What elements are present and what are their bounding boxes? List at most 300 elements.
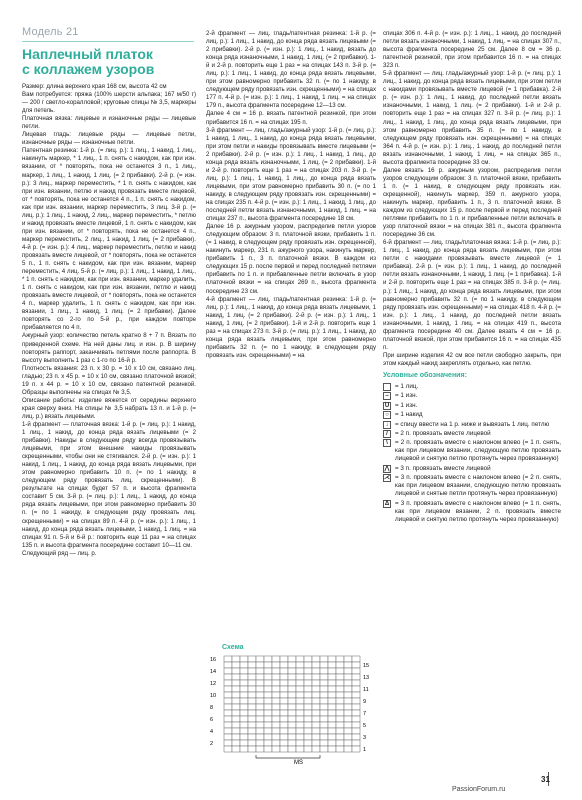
chart-cell <box>256 716 264 722</box>
chart-cell <box>328 680 336 686</box>
chart-cell <box>232 686 240 692</box>
chart-cell <box>328 698 336 704</box>
chart-cell <box>336 668 344 674</box>
chart-cell <box>272 746 280 752</box>
chart-cell <box>336 740 344 746</box>
chart-cell <box>256 746 264 752</box>
chart-cell <box>304 674 312 680</box>
chart-cell <box>344 728 352 734</box>
chart-cell <box>336 704 344 710</box>
chart-cell <box>232 698 240 704</box>
chart-cell <box>320 722 328 728</box>
chart-cell <box>248 734 256 740</box>
row-number-left: 4 <box>210 729 214 735</box>
chart-cell <box>232 716 240 722</box>
chart-cell <box>280 704 288 710</box>
legend-symbol-icon: / <box>383 430 391 438</box>
chart-cell <box>336 716 344 722</box>
paragraph: Далее вязать 16 р. ажурным узором, распределив петли узоров следующим образом: 3 п. платочной вязки, прибавить 1 п. (= 1 накид, в следующем ряду провязать изн. скрещенной), накинуть маркер, 359 п. ажурного узора, накинуть маркер, прибавить 1 п., 3 п. платочной вязки. В каждом из следующих 15 р. после первой и перед последней петлями прибавить по 1 п. и прибавленные петли включать в узор платочной вязки = на спицах 381 п., высота фрагмента посередине 36 см. <box>383 166 561 239</box>
chart-cell <box>256 704 264 710</box>
chart-cell <box>312 716 320 722</box>
chart-cell <box>320 710 328 716</box>
chart-cell <box>256 740 264 746</box>
chart-cell <box>224 668 232 674</box>
chart-cell <box>296 668 304 674</box>
chart-cell <box>224 704 232 710</box>
chart-cell <box>312 674 320 680</box>
chart-cell <box>248 710 256 716</box>
chart-cell <box>336 692 344 698</box>
column-left <box>22 26 196 558</box>
chart-cell <box>224 734 232 740</box>
chart-cell <box>312 704 320 710</box>
chart-cell <box>352 686 360 692</box>
column-middle <box>206 30 376 360</box>
chart-cell <box>256 668 264 674</box>
chart-cell <box>232 728 240 734</box>
chart-cell <box>248 746 256 752</box>
chart-cell <box>272 722 280 728</box>
paragraph: Описание работы: изделие вяжется от середины верхнего края сверху вниз. На спицы № 3,5 набрать 13 п. и 1-й р. (= лиц. р.) вязать лицевыми. <box>22 396 196 420</box>
chart-cell <box>296 716 304 722</box>
chart-cell <box>288 674 296 680</box>
paragraph: Ажурный узор: количество петель кратно 8 + 7 п. Вязать по приведенной схеме. На ней даны лиц. и изн. р. В ширину повторять раппорт, заканчивать петлями после раппорта. В высоту выполнить 1 раз с 1-го по 16-й р. <box>22 332 196 364</box>
chart-cell <box>344 656 352 662</box>
chart-cell <box>256 722 264 728</box>
chart-cell <box>336 686 344 692</box>
chart-cell <box>224 716 232 722</box>
chart-cell <box>280 674 288 680</box>
chart-cell <box>280 734 288 740</box>
chart-cell <box>240 728 248 734</box>
chart-cell <box>320 746 328 752</box>
chart-cell <box>328 716 336 722</box>
paragraph: Размер: длина верхнего края 168 см, высота 42 см <box>22 83 167 90</box>
chart-cell <box>352 662 360 668</box>
chart-cell <box>280 656 288 662</box>
chart-cell <box>304 722 312 728</box>
chart-cell <box>224 722 232 728</box>
legend-text: = 3 п. провязать вместе лицевой <box>395 464 491 472</box>
chart-cell <box>352 692 360 698</box>
page-title: Наплечный платок с коллажем узоров <box>22 46 155 77</box>
chart-cell <box>320 740 328 746</box>
chart-cell <box>304 734 312 740</box>
legend-text: = 2 п. провязать вместе лицевой <box>395 429 491 437</box>
chart-cell <box>320 692 328 698</box>
chart-cell <box>352 674 360 680</box>
chart-cell <box>304 662 312 668</box>
chart-cell <box>320 716 328 722</box>
ms-label: MS <box>294 760 303 766</box>
legend-symbol-icon: ⋀ <box>384 465 390 472</box>
chart-cell <box>280 722 288 728</box>
chart-cell <box>336 722 344 728</box>
chart-cell <box>248 668 256 674</box>
chart-cell <box>288 686 296 692</box>
chart-cell <box>256 662 264 668</box>
chart-cell <box>320 668 328 674</box>
legend-item <box>383 411 561 419</box>
chart-cell <box>312 680 320 686</box>
chart-cell <box>344 716 352 722</box>
chart-cell <box>296 734 304 740</box>
legend-item <box>383 474 561 498</box>
chart-cell <box>288 698 296 704</box>
chart-cell <box>224 746 232 752</box>
site-watermark: PassionForum.ru <box>452 786 506 793</box>
paragraph: Далее 16 р. ажурным узором, распределив петли узоров следующим образом: 3 п. платочной вязки, прибавить 1 п. (= 1 накид, в следующем ряду провязать изн. скрещенной), накинуть маркер, 231 п. ажурного узора, накинуть маркер, прибавить 1 п., 3 п. платочной вязки. В каждом из следующих 15 р. после первой и перед последней петлями прибавить по 1 п. и прибавленные петли включать в узор платочной вязки = на спицах 269 п., высота фрагмента посередине 23 см. <box>206 223 376 295</box>
chart-cell <box>344 680 352 686</box>
chart-cell <box>264 728 272 734</box>
paragraph: 5-й фрагмент — лиц. гладь/ажурный узор: 1-й р. (= лиц. р.): 1 лиц., 1 накид, до конца ряда вязать лицевыми, при этом петли с накидами провязывать вместе лицевой (= 1 прибавка). 2-й р. (= изн. р.): 1 лиц., 1 накид, до последней петли вязать изнаночными, 1 накид, 1 лиц. (= 2 прибавки). 1-й и 2-й р. повторить еще 1 раз = на спицах 327 п. 3-й р. (= лиц. р.): 1 лиц., 1 накид, 1 лиц., до конца ряда вязать лицевыми, при этом равномерно прибавить 35 п. (= по 1 накиду, в следующем ряду провязать изн. скрещенными) = на спицах 364 п. 4-й р. (= изн. р.): 1 лиц., 1 накид, до последней петли вязать изнаночными, 1 накид, 1 лиц. = на спицах 365 п., высота фрагмента посередине 33 см. <box>383 70 561 166</box>
paragraph: Следующий ряд — лиц. р. <box>22 549 97 557</box>
paragraph: спицах 306 п. 4-й р. (= изн. р.): 1 лиц., 1 накид, до последней петли вязать изнаночными, 1 накид, 1 лиц. = на спицах 307 п., высота фрагмента посередине 25 см. Далее 8 см = 36 р. патентной резинкой, при этом прибавится 16 п. = на спицах 323 п. <box>383 30 561 70</box>
chart-cell <box>312 746 320 752</box>
legend <box>383 383 561 524</box>
chart-cell <box>312 692 320 698</box>
legend-text: = спицу ввести на 1 р. ниже и вывязать 1 лиц. петлю <box>395 420 550 428</box>
row-number-left: 6 <box>210 717 214 723</box>
chart-cell <box>328 722 336 728</box>
chart-cell <box>336 662 344 668</box>
chart-cell <box>304 680 312 686</box>
chart-cell <box>272 740 280 746</box>
chart-cell <box>312 698 320 704</box>
chart-cell <box>328 656 336 662</box>
paragraph: 1-й фрагмент — платочная вязка: 1-й р. (= лиц. р.): 1 накид, 1 лиц., 1 накид, до конца ряда вязать лицевыми (= 2 прибавки). Накиды в следующем ряду всегда провязывать лицевыми, при этом внешние накиды провязывать скрещенными, чтобы они не стягивался. 2-й р. (= изн. р.): 1 накид, 1 лиц., 1 накид, до конца ряда вязать лицевыми, при этом равномерно прибавить 10 п. (= по 1 накиду, в следующем ряду провязать лиц. скрещенными). В результате на спицах будет 57 п. и высота фрагмента составит 5 см. 3-й р. (= лиц. р.): 1 лиц., 1 накид, до конца ряда вязать лицевыми, при этом равномерно прибавить 30 п. (= по 1 накиду, в следующем ряду провязать лиц. скрещенными) = на спицах 89 п. 4-й р. (= изн. р.): 1 лиц., 1 накид, до конца ряда вязать лицевыми, 1 накид, 1 лиц. = на спицах 91 п. 5-й и 6-й р.: повторить еще 11 раз = на спицах 135 п. и высота фрагмента посередине составит 10—11 см. <box>22 420 196 549</box>
legend-item <box>383 500 561 524</box>
paragraph: При ширине изделия 42 см все петли свободно закрыть, при этом каждый накид закреплять отдельно, как петлю. <box>383 351 561 367</box>
chart-cell <box>264 662 272 668</box>
chart-cell <box>344 722 352 728</box>
legend-symbol-icon: Δ <box>384 500 390 507</box>
chart-cell <box>296 662 304 668</box>
legend-symbol-icon: ⋌ <box>384 475 390 482</box>
chart-cell <box>296 746 304 752</box>
chart-cell <box>280 698 288 704</box>
chart-cell <box>264 740 272 746</box>
chart-cell <box>232 740 240 746</box>
chart-cell <box>296 710 304 716</box>
chart-cell <box>312 710 320 716</box>
chart-cell <box>256 710 264 716</box>
legend-item <box>383 402 561 410</box>
chart-cell <box>272 728 280 734</box>
chart-cell <box>288 656 296 662</box>
chart-cell <box>248 680 256 686</box>
chart-cell <box>320 728 328 734</box>
chart-cell <box>312 722 320 728</box>
legend-title: Условные обозначения: <box>383 371 467 379</box>
chart-cell <box>304 710 312 716</box>
divider <box>22 41 194 42</box>
chart-cell <box>224 674 232 680</box>
paragraph: Лицевая гладь: лицевые ряды — лицевые петли, изнаночные ряды — изнаночные петли. <box>22 131 196 147</box>
chart-cell <box>264 716 272 722</box>
chart-cell <box>344 668 352 674</box>
chart-cell <box>240 716 248 722</box>
chart-cell <box>280 716 288 722</box>
chart-cell <box>336 698 344 704</box>
row-number-right: 1 <box>363 747 367 753</box>
legend-symbol-icon <box>383 383 391 391</box>
chart-cell <box>312 656 320 662</box>
legend-text: = 3 п. провязать вместе с наклоном влево (= 1 п. снять, как при лицевом вязании, 2 п. провязать вместе лицевой и снятую петлю протянуть через провязанную) <box>395 499 561 523</box>
chart-cell <box>232 656 240 662</box>
paragraph: Плотность вязания: 23 п. х 30 р. = 10 х 10 см, связано лиц. гладью; 23 п. х 45 р. = 10 х 10 см, связано платочной вязкой; 19 п. х 44 р. = 10 х 10 см, связано патентной резинкой. Образцы выполнены на спицах № 3,5. <box>22 364 196 396</box>
chart-cell <box>240 692 248 698</box>
paragraph: Платочная вязка: лицевые и изнаночные ряды — лицевые петли. <box>22 115 196 131</box>
chart-cell <box>248 722 256 728</box>
chart-cell <box>336 746 344 752</box>
chart-cell <box>232 746 240 752</box>
chart-cell <box>352 668 360 674</box>
chart-cell <box>344 698 352 704</box>
chart-cell <box>248 674 256 680</box>
chart-cell <box>224 710 232 716</box>
legend-item <box>383 383 561 391</box>
chart-cell <box>224 662 232 668</box>
chart-cell <box>248 662 256 668</box>
chart-cell <box>336 728 344 734</box>
chart-cell <box>288 722 296 728</box>
chart-cell <box>248 716 256 722</box>
chart-cell <box>248 704 256 710</box>
chart-cell <box>296 728 304 734</box>
chart-cell <box>272 734 280 740</box>
chart-cell <box>272 710 280 716</box>
chart-cell <box>248 692 256 698</box>
chart-cell <box>352 740 360 746</box>
chart-cell <box>296 722 304 728</box>
chart-cell <box>240 698 248 704</box>
chart-cell <box>344 674 352 680</box>
chart-cell <box>232 710 240 716</box>
chart-cell <box>256 680 264 686</box>
legend-text: = 1 лиц. <box>395 383 419 391</box>
chart-cell <box>304 698 312 704</box>
chart-cell <box>288 704 296 710</box>
chart-cell <box>352 728 360 734</box>
chart-cell <box>328 704 336 710</box>
chart-cell <box>352 722 360 728</box>
chart-cell <box>240 668 248 674</box>
chart-cell <box>304 686 312 692</box>
chart-cell <box>280 686 288 692</box>
chart-cell <box>336 710 344 716</box>
chart-cell <box>272 662 280 668</box>
chart-cell <box>272 656 280 662</box>
chart-cell <box>272 686 280 692</box>
chart-cell <box>344 704 352 710</box>
chart-cell <box>240 746 248 752</box>
chart-cell <box>320 704 328 710</box>
chart-cell <box>328 686 336 692</box>
chart-cell <box>264 698 272 704</box>
chart-cell <box>352 704 360 710</box>
chart-cell <box>264 746 272 752</box>
chart-cell <box>232 722 240 728</box>
chart-cell <box>232 704 240 710</box>
chart-cell <box>328 740 336 746</box>
chart-cell <box>256 692 264 698</box>
chart-cell <box>288 710 296 716</box>
chart-cell <box>312 662 320 668</box>
chart-cell <box>240 704 248 710</box>
legend-text: = 2 п. провязать вместе с наклоном влево (= 1 п. снять, как при лицевом вязании, следующую петлю провязать лицевой и снятую петлю протянуть через провязанную) <box>395 439 561 463</box>
row-number-left: 16 <box>210 657 217 663</box>
chart-cell <box>264 722 272 728</box>
legend-item <box>383 439 561 463</box>
chart-cell <box>328 668 336 674</box>
chart-cell <box>320 656 328 662</box>
legend-text: = 1 накид <box>395 411 423 419</box>
chart-cell <box>328 734 336 740</box>
chart-cell <box>296 686 304 692</box>
chart-cell <box>336 734 344 740</box>
chart-cell <box>256 734 264 740</box>
chart-cell <box>352 656 360 662</box>
row-number-right: 9 <box>363 699 367 705</box>
chart-cell <box>280 668 288 674</box>
chart-cell <box>248 728 256 734</box>
legend-symbol-icon: U <box>384 402 390 409</box>
chart-cell <box>312 728 320 734</box>
legend-item <box>383 430 561 438</box>
paragraph: Вам потребуется: пряжа (100% шерсти альпака; 167 м/50 г) — 200 г светло-коралловой; круговые спицы № 3,5, маркеры для петель. <box>22 91 196 115</box>
chart-cell <box>312 668 320 674</box>
chart-cell <box>240 686 248 692</box>
chart-cell <box>272 668 280 674</box>
chart-cell <box>344 710 352 716</box>
paragraph: 6-й фрагмент — лиц. гладь/платочная вязка: 1-й р. (= лиц. р.): 1 лиц., 1 накид, до конца ряда вязать лицевыми, при этом петли с накидами провязывать вместе лицевой (= 1 прибавка). 2-й р. (= изн. р.): 1 лиц., 1 накид, до последней петли вязать изнаночными, 1 накид, 1 лиц. (= 1 прибавка). 1-й и 2-й р. повторить еще 1 раз = на спицах 385 п. 3-й р. (= лиц. р.): 1 лиц., 1 накид, до конца ряда вязать лицевыми, при этом равномерно прибавить 32 п. (= по 1 накиду, в следующем ряду провязать изн. скрещенными) = на спицах 418 п. 4-й р. (= изн. р.): 1 лиц., 1 накид, до последней петли вязать изнаночными, 1 накид, 1 лиц. = на спицах 419 п., высота фрагмента посередине 40 см. Далее вязать 4 см = 16 р. платочной вязкой, при этом прибавится 16 п. = на спицах 435 п. <box>383 239 561 351</box>
row-number-right: 13 <box>363 675 370 681</box>
chart-cell <box>304 668 312 674</box>
chart-cell <box>320 734 328 740</box>
chart-cell <box>280 710 288 716</box>
chart-cell <box>264 680 272 686</box>
chart-cell <box>264 656 272 662</box>
row-number-left: 14 <box>210 669 217 675</box>
legend-symbol-icon: ↓ <box>383 421 391 429</box>
chart-cell <box>264 674 272 680</box>
chart-cell <box>232 680 240 686</box>
chart-cell <box>288 746 296 752</box>
legend-text: = 3 п. провязать вместе с наклоном влево (= 2 п. снять, как при лицевом вязании, следующую петлю провязать лицевой и снятые петли протянуть через провязанную) <box>395 474 561 498</box>
chart-cell <box>224 656 232 662</box>
row-number-left: 12 <box>210 681 217 687</box>
chart-cell <box>320 698 328 704</box>
chart-cell <box>264 668 272 674</box>
chart-cell <box>224 686 232 692</box>
row-number-right: 7 <box>363 711 367 717</box>
row-number-left: 2 <box>210 741 214 747</box>
chart-cell <box>240 734 248 740</box>
chart-cell <box>304 716 312 722</box>
chart-cell <box>352 680 360 686</box>
chart-cell <box>256 728 264 734</box>
chart-cell <box>240 722 248 728</box>
chart-cell <box>280 746 288 752</box>
paragraph: Патентная резинка: 1-й р. (= лиц. р.): 1 лиц., 1 накид, 1 лиц., накинуть маркер, * 1 лиц., 1 п. снять с накидом, как при изн. вязании, от * повторять, пока не останется 3 п., 1 лиц., маркер, 1 лиц., 1 накид, 1 лиц. (= 2 прибавки). 2-й р. (= изн. р.): 3 лиц., маркер переместить, * 1 п. снять с накидом, как при изн. вязании, петлю и накид провязать вместе лицевой, от * повторять, пока не останется 4 п., 1 п. снять с накидом, как при изн. вязании, маркер переместить, 3 лиц. 3-й р. (= лиц. р.): 1 лиц., 1 накид, 2 лиц., маркер переместить, * петлю и накид провязать вместе лицевой, 1 п. снять с накидом, как при изн. вязании, от * повторять, пока не останется 4 п., маркер переместить, 2 лиц., 1 накид, 1 лиц. (= 2 прибавки). 4-й р. (= изн. р.): 4 лиц., маркер переместить, петлю и накид провязать вместе лицевой, от * повторять, пока не останется 5 п., 1 п. снять с накидом, как при изн. вязании, маркер переместить, 4 лиц. 5-й р. (= лиц. р.): 1 лиц., 1 накид, 1 лиц., * 1 п. снять с накидом, как при изн. вязании, маркер удалить, 1 п. снять с накидом, как при изн. вязании, петлю и накид провязать вместе лицевой, от * повторять, пока не останется 4 п., маркер удалить, 1 п. снять с накидом, как при изн. вязании, 1 лиц., 1 накид, 1 лиц. (= 2 прибавки). Далее повторять со 2-го по 5-й р., при каждом повторе прибавляется по 4 п. <box>22 147 196 332</box>
chart-cell <box>352 746 360 752</box>
chart-cell <box>264 734 272 740</box>
chart-cell <box>320 662 328 668</box>
legend-symbol-icon: \ <box>383 439 391 447</box>
chart-cell <box>280 740 288 746</box>
chart-cell <box>296 740 304 746</box>
chart-cell <box>320 680 328 686</box>
chart-cell <box>232 674 240 680</box>
chart-cell <box>224 698 232 704</box>
chart-cell <box>272 716 280 722</box>
row-number-right: 3 <box>363 735 367 741</box>
chart-cell <box>352 710 360 716</box>
chart-cell <box>328 710 336 716</box>
chart-cell <box>248 656 256 662</box>
chart-cell <box>280 692 288 698</box>
chart-cell <box>224 740 232 746</box>
chart-cell <box>240 662 248 668</box>
chart-cell <box>272 674 280 680</box>
chart-cell <box>288 734 296 740</box>
chart-cell <box>344 740 352 746</box>
chart-cell <box>288 740 296 746</box>
repeat-bracket <box>256 755 320 758</box>
model-number: Модель 21 <box>22 26 79 38</box>
chart-cell <box>328 728 336 734</box>
paragraph: Далее 4 см = 16 р. вязать патентной резинкой, при этом прибавится 16 п. = на спицах 195 п. <box>206 110 376 126</box>
chart-cell <box>248 740 256 746</box>
knitting-chart <box>206 652 376 770</box>
chart-cell <box>320 686 328 692</box>
chart-cell <box>232 668 240 674</box>
chart-cell <box>328 746 336 752</box>
chart-cell <box>296 692 304 698</box>
chart-cell <box>272 698 280 704</box>
chart-cell <box>304 746 312 752</box>
chart-cell <box>304 728 312 734</box>
chart-cell <box>296 698 304 704</box>
chart-cell <box>328 674 336 680</box>
chart-cell <box>304 656 312 662</box>
chart-cell <box>256 674 264 680</box>
chart-cell <box>224 728 232 734</box>
chart-cell <box>256 656 264 662</box>
chart-cell <box>304 704 312 710</box>
chart-cell <box>232 692 240 698</box>
row-number-left: 10 <box>210 693 217 699</box>
chart-cell <box>264 686 272 692</box>
chart-cell <box>240 674 248 680</box>
chart-cell <box>312 686 320 692</box>
chart-cell <box>240 740 248 746</box>
legend-text: = 1 изн. <box>395 392 418 400</box>
chart-cell <box>288 662 296 668</box>
chart-cell <box>304 740 312 746</box>
chart-cell <box>264 692 272 698</box>
chart-cell <box>280 662 288 668</box>
chart-cell <box>256 698 264 704</box>
page-number: 31 <box>541 775 550 784</box>
chart-cell <box>264 704 272 710</box>
row-number-right: 5 <box>363 723 367 729</box>
chart-cell <box>328 692 336 698</box>
chart-cell <box>288 680 296 686</box>
paragraph: 2-й фрагмент — лиц. гладь/патентная резинка: 1-й р. (= лиц. р.): 1 лиц., 1 накид, до конца ряда вязать лицевыми (= 2 прибавки). 2-й р. (= изн. р.): 1 лиц., 1 накид, вязать до конца ряда изнаночными, 1 накид, 1 лиц. (= 2 прибавки). 1-й и 2-й р. повторить еще 1 раз = на спицах 143 п. 3-й р. (= лиц. р.): 1 лиц., 1 накид, до конца ряда вязать лицевыми, при этом равномерно прибавить 32 п. (= по 1 накиду, в следующем ряду провязать изн. скрещенными) = на спицах 177 п. 4-й р. (= изн. р.): 1 лиц., 1 накид, 1 лиц. = на спицах 179 п., высота фрагмента посередине 12—13 см. <box>206 30 376 110</box>
chart-cell <box>240 656 248 662</box>
